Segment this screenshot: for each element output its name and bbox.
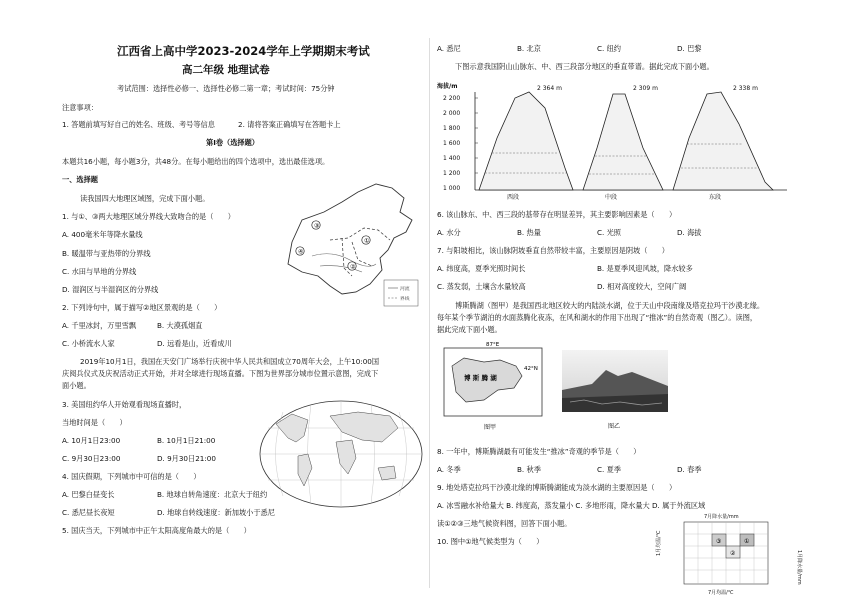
question-2-option-c: C. 小桥流水人家 — [62, 339, 115, 348]
question-7-option-d: D. 相对高度较大，空间广阔 — [597, 282, 687, 291]
question-4-option-c: C. 悉尼昼长夜短 — [62, 508, 115, 517]
question-2-option-b: B. 大漠孤烟直 — [157, 321, 203, 330]
question-6-option-d: D. 海拔 — [677, 228, 702, 237]
question-8-option-b: B. 秋季 — [517, 465, 541, 474]
question-3-option-c: C. 9月30日23:00 — [62, 454, 121, 463]
y-tick-2000: 2 000 — [443, 110, 461, 117]
china-regions-map — [272, 180, 422, 308]
question-5-option-a: A. 悉尼 — [437, 44, 461, 53]
question-7-option-c: C. 蒸发弱，土壤含水量较高 — [437, 282, 526, 291]
question-1-option-a: A. 400毫米年等降水量线 — [62, 230, 143, 239]
question-3-option-b: B. 10月1日21:00 — [157, 436, 216, 445]
question-6-option-b: B. 热量 — [517, 228, 541, 237]
question-1-option-c: C. 水田与旱地的分界线 — [62, 267, 137, 276]
peak-east: 2 338 m — [733, 85, 758, 92]
question-1-option-b: B. 暖温带与亚热带的分界线 — [62, 249, 151, 258]
lake-latitude: 42°N — [524, 366, 538, 372]
question-3: 3. 美国纽约华人开始观看现场直播时， — [62, 400, 187, 409]
climate-data-chart — [656, 512, 802, 596]
lake-passage-1: 博斯腾湖（图甲）是我国西北地区较大的内陆淡水湖，位于天山中段南缘及塔克拉玛干沙漠北缘。 — [455, 301, 765, 310]
region-label-1: ① — [364, 237, 370, 245]
map-intro: 读我国四大地理区域图，完成下面小题。 — [80, 194, 210, 203]
question-2-option-d: D. 远看是山，近看成川 — [157, 339, 232, 348]
world-city-map — [258, 398, 424, 510]
passage-line-1: 2019年10月1日，我国在天安门广场举行庆祝中华人民共和国成立70周年大会，上午10:00国 — [80, 357, 380, 366]
y-tick-1800: 1 800 — [443, 125, 461, 132]
region-label-4: ④ — [298, 248, 304, 256]
climate-label-1: ① — [744, 538, 750, 545]
mountain-intro: 下图示意我国阴山山脉东、中、西三段部分地区的垂直带谱。据此完成下面小题。 — [455, 62, 714, 71]
question-8-option-c: C. 夏季 — [597, 465, 621, 474]
question-4-option-a: A. 巴黎白昼变长 — [62, 490, 115, 499]
question-3-cont: 当地时间是（ ） — [62, 418, 127, 427]
question-5: 5. 国庆当天，下列城市中正午太阳高度角最大的是（ ） — [62, 526, 251, 535]
region-label-3: ③ — [314, 222, 320, 230]
section-central: 中段 — [605, 194, 618, 201]
climate-label-3: ③ — [716, 538, 722, 545]
question-6-option-c: C. 光照 — [597, 228, 621, 237]
question-4-option-b: B. 地球自转角速度：北京大于纽约 — [157, 490, 268, 499]
question-2: 2. 下列诗句中，属于描写②地区景观的是（ ） — [62, 303, 222, 312]
question-4: 4. 国庆假期，下列城市中可信的是（ ） — [62, 472, 201, 481]
exam-scope: 考试范围：选择性必修一、选择性必修二第一章；考试时间：75分钟 — [117, 84, 335, 93]
note-1: 1. 答题前填写好自己的姓名、班级、考号等信息 — [62, 120, 215, 129]
question-5-option-d: D. 巴黎 — [677, 44, 702, 53]
question-1: 1. 与①、③两大地理区域分界线大致吻合的是（ ） — [62, 212, 235, 221]
notes-title: 注意事项： — [62, 103, 98, 112]
question-8: 8. 一年中，博斯腾湖最有可能发生“推冰”奇观的季节是（ ） — [437, 447, 641, 456]
question-7-option-a: A. 纬度高，夏季光照时间长 — [437, 264, 526, 273]
section-east: 东段 — [709, 194, 722, 201]
question-6: 6. 该山脉东、中、西三段的基带存在明显差异，其主要影响因素是（ ） — [437, 210, 677, 219]
question-3-option-a: A. 10月1日23:00 — [62, 436, 121, 445]
y-tick-1000: 1 000 — [443, 185, 461, 192]
climate-intro: 读①②③三地气候资料图，回答下面小题。 — [437, 519, 572, 528]
part-heading: 一、选择题 — [62, 175, 98, 184]
exam-subtitle: 高二年级 地理试卷 — [182, 64, 270, 76]
figure-b-caption: 图乙 — [608, 423, 621, 430]
map-legend-river: 河流 — [400, 287, 410, 292]
question-5-option-b: B. 北京 — [517, 44, 541, 53]
question-3-option-d: D. 9月30日21:00 — [157, 454, 216, 463]
exam-title: 江西省上高中学2023-2024学年上学期期末考试 — [117, 44, 370, 58]
y-axis-label: 海拔/m — [437, 83, 458, 90]
region-label-2: ② — [350, 263, 356, 271]
question-5-option-c: C. 纽约 — [597, 44, 621, 53]
question-9: 9. 地处塔克拉玛干沙漠北缘的博斯腾湖能成为淡水湖的主要原因是（ ） — [437, 483, 677, 492]
y-tick-1600: 1 600 — [443, 140, 461, 147]
note-2: 2. 请将答案正确填写在答题卡上 — [238, 120, 341, 129]
lake-name-label: 博 斯 腾 湖 — [464, 374, 497, 382]
question-8-option-d: D. 春季 — [677, 465, 702, 474]
y-tick-2200: 2 200 — [443, 95, 461, 102]
question-7: 7. 与阳坡相比，该山脉阴坡垂直自然带较丰富，主要原因是阴坡（ ） — [437, 246, 669, 255]
column-divider — [429, 38, 430, 588]
section-west: 西段 — [507, 194, 520, 201]
question-10: 10. 图中①地气候类型为（ ） — [437, 537, 544, 546]
peak-central: 2 309 m — [633, 85, 658, 92]
section-heading: 第Ⅰ卷（选择题） — [206, 138, 259, 147]
y-tick-1200: 1 200 — [443, 170, 461, 177]
question-1-option-d: D. 湿润区与半湿润区的分界线 — [62, 285, 159, 294]
climate-top-axis-label: 7月降水量/mm — [704, 514, 739, 520]
question-6-option-a: A. 水分 — [437, 228, 461, 237]
push-ice-photo-figure-b — [562, 350, 668, 432]
question-8-option-a: A. 冬季 — [437, 465, 461, 474]
passage-line-2: 庆阅兵仪式及庆祝活动正式开始，并对全球进行现场直播。下图为世界部分城市位置示意图，完成下 — [62, 369, 379, 378]
climate-bottom-axis-label: 7月均温/℃ — [708, 590, 734, 596]
question-7-option-b: B. 是夏季风迎风坡，降水较多 — [597, 264, 693, 273]
question-9-options: A. 冰雪融水补给量大 B. 纬度高，蒸发量小 C. 多地形雨，降水量大 D. 属于外流区域 — [437, 501, 706, 510]
lake-passage-2: 每年某个季节湖泊的水面蒸腾化夜冻，在风和湖水的作用下出现了“推冰”的自然奇观（图乙）。读图， — [437, 313, 758, 322]
map-legend-border: 界线 — [400, 297, 410, 302]
mountain-zonation-diagram — [437, 78, 789, 200]
question-2-option-a: A. 千里冰封，万里雪飘 — [62, 321, 137, 330]
lake-passage-3: 据此完成下面小题。 — [437, 325, 502, 334]
climate-right-axis-label: 1月降水量/mm — [796, 550, 802, 585]
y-tick-1400: 1 400 — [443, 155, 461, 162]
passage-line-3: 面小题。 — [62, 381, 91, 390]
peak-west: 2 364 m — [537, 85, 562, 92]
lake-map-figure-a — [442, 340, 546, 432]
figure-a-caption: 图甲 — [484, 424, 497, 431]
climate-label-2: ② — [730, 550, 736, 557]
lake-longitude: 87°E — [486, 342, 500, 348]
section-intro: 本题共16小题，每小题3分，共48分。在每小题给出的四个选项中，选出最佳选项。 — [62, 157, 330, 166]
climate-left-axis-label: 1月均温/℃ — [656, 530, 662, 556]
question-4-option-d: D. 地球自转线速度：新加坡小于悉尼 — [157, 508, 275, 517]
